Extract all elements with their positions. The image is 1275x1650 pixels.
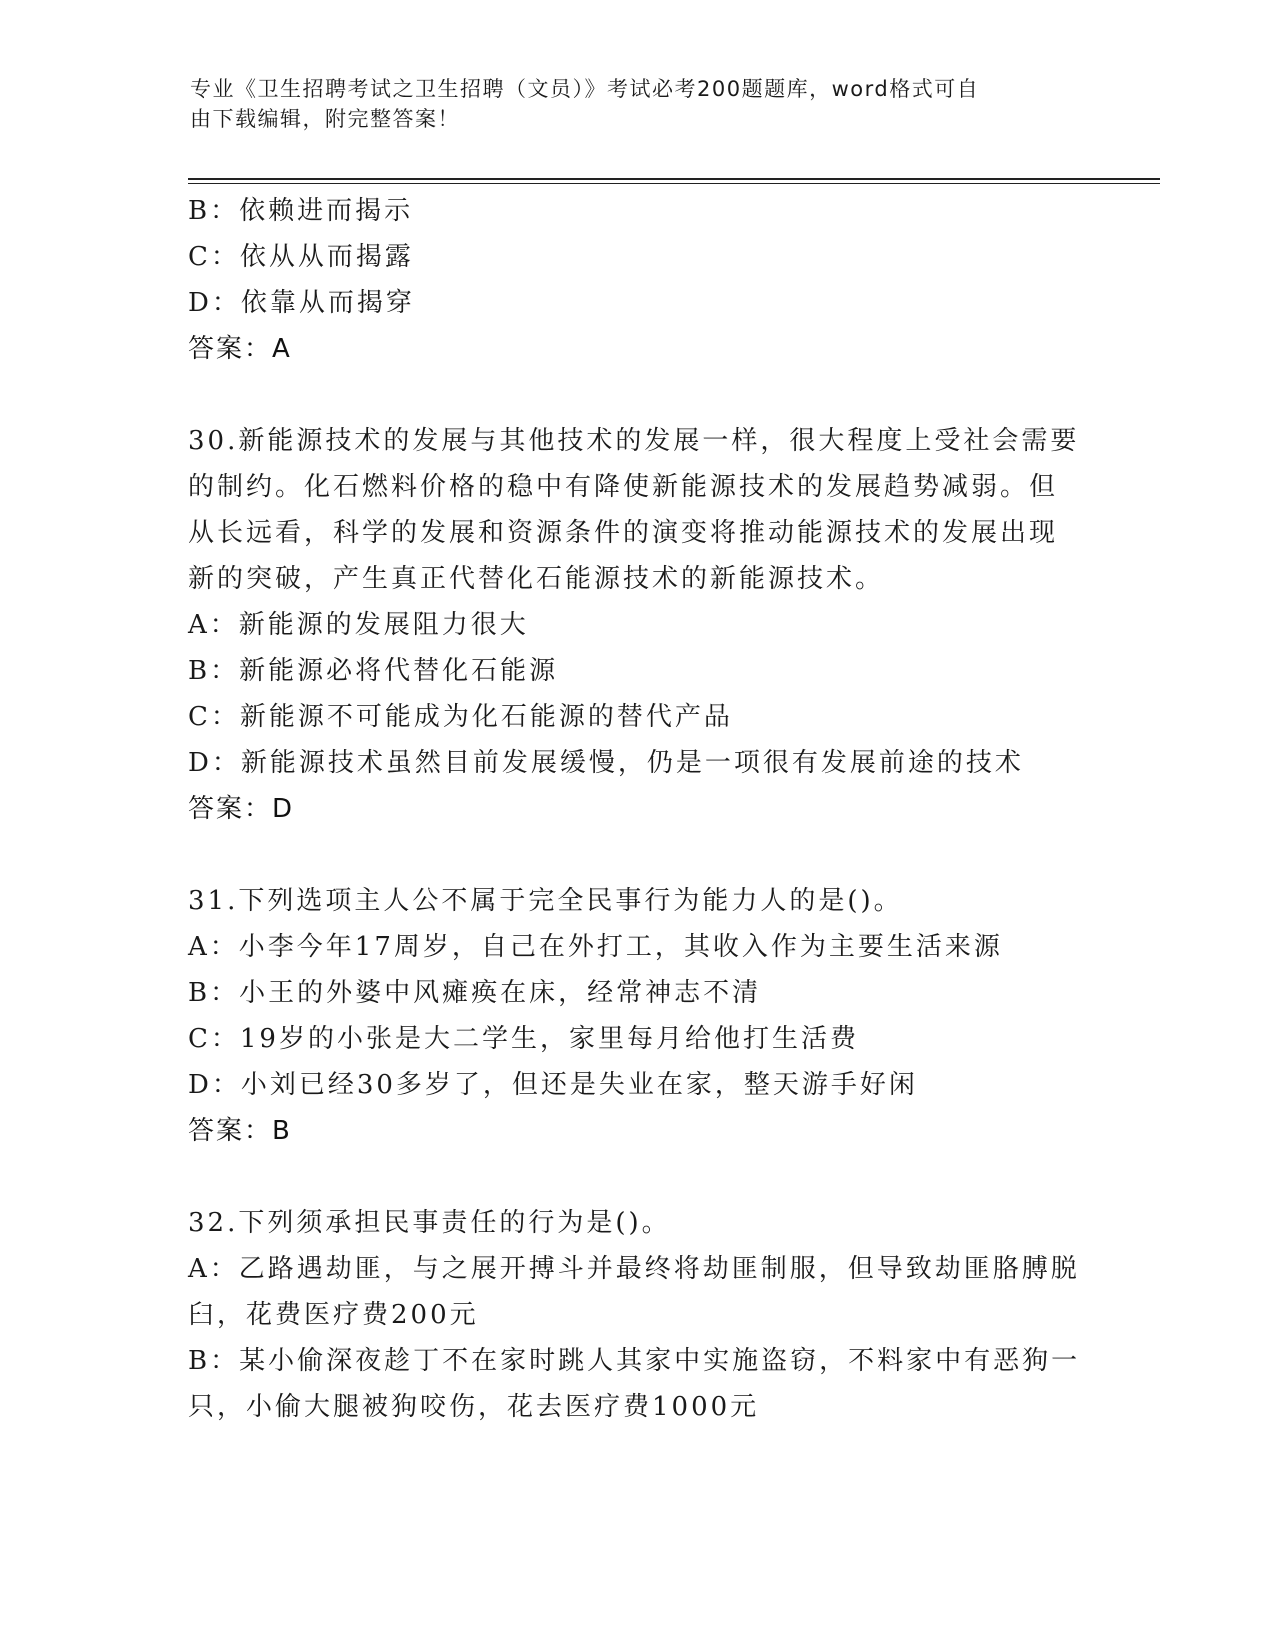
question-stem-line: 的制约。化石燃料价格的稳中有降使新能源技术的发展趋势减弱。但	[188, 472, 1059, 502]
header-rule-thick	[188, 178, 1160, 180]
question-32	[188, 1200, 1088, 1430]
spacer	[188, 372, 1088, 418]
document-header	[190, 74, 1070, 134]
answer-line: 答案：A	[188, 334, 292, 364]
answer-line: 答案：B	[188, 1116, 292, 1146]
question-stem-line: 30.新能源技术的发展与其他技术的发展一样，很大程度上受社会需要	[188, 426, 1080, 456]
question-31	[188, 878, 1088, 1154]
option-c: C：依从从而揭露	[188, 242, 414, 272]
header-line-2: 由下载编辑，附完整答案！	[190, 107, 460, 131]
question-stem-line: 32.下列须承担民事责任的行为是()。	[188, 1208, 671, 1238]
option-b: B：依赖进而揭示	[188, 196, 414, 226]
option-a: A：小李今年17周岁，自己在外打工，其收入作为主要生活来源	[188, 932, 1003, 962]
option-a-continued: 臼，花费医疗费200元	[188, 1300, 479, 1330]
option-d: D：新能源技术虽然目前发展缓慢，仍是一项很有发展前途的技术	[188, 748, 1024, 778]
question-stem-line: 31.下列选项主人公不属于完全民事行为能力人的是()。	[188, 886, 903, 916]
option-c: C：新能源不可能成为化石能源的替代产品	[188, 702, 733, 732]
spacer	[188, 1154, 1088, 1200]
document-body	[188, 188, 1088, 1430]
option-b: B：某小偷深夜趁丁不在家时跳人其家中实施盗窃，不料家中有恶狗一	[188, 1346, 1081, 1376]
option-b: B：新能源必将代替化石能源	[188, 656, 559, 686]
spacer	[188, 832, 1088, 878]
option-d: D：小刘已经30多岁了，但还是失业在家，整天游手好闲	[188, 1070, 918, 1100]
question-29-continuation	[188, 188, 1088, 372]
option-b-continued: 只，小偷大腿被狗咬伤，花去医疗费1000元	[188, 1392, 760, 1422]
option-d: D：依靠从而揭穿	[188, 288, 415, 318]
answer-line: 答案：D	[188, 794, 295, 824]
question-stem-line: 新的突破，产生真正代替化石能源技术的新能源技术。	[188, 564, 885, 594]
option-b: B：小王的外婆中风瘫痪在床，经常神志不清	[188, 978, 762, 1008]
question-30	[188, 418, 1088, 832]
option-a: A：乙路遇劫匪，与之展开搏斗并最终将劫匪制服，但导致劫匪胳膊脱	[188, 1254, 1080, 1284]
option-a: A：新能源的发展阻力很大	[188, 610, 529, 640]
header-line-1: 专业《卫生招聘考试之卫生招聘（文员）》考试必考200题题库，word格式可自	[190, 77, 980, 101]
question-stem-line: 从长远看，科学的发展和资源条件的演变将推动能源技术的发展出现	[188, 518, 1059, 548]
option-c: C：19岁的小张是大二学生，家里每月给他打生活费	[188, 1024, 859, 1054]
header-rule-thin	[188, 183, 1160, 184]
